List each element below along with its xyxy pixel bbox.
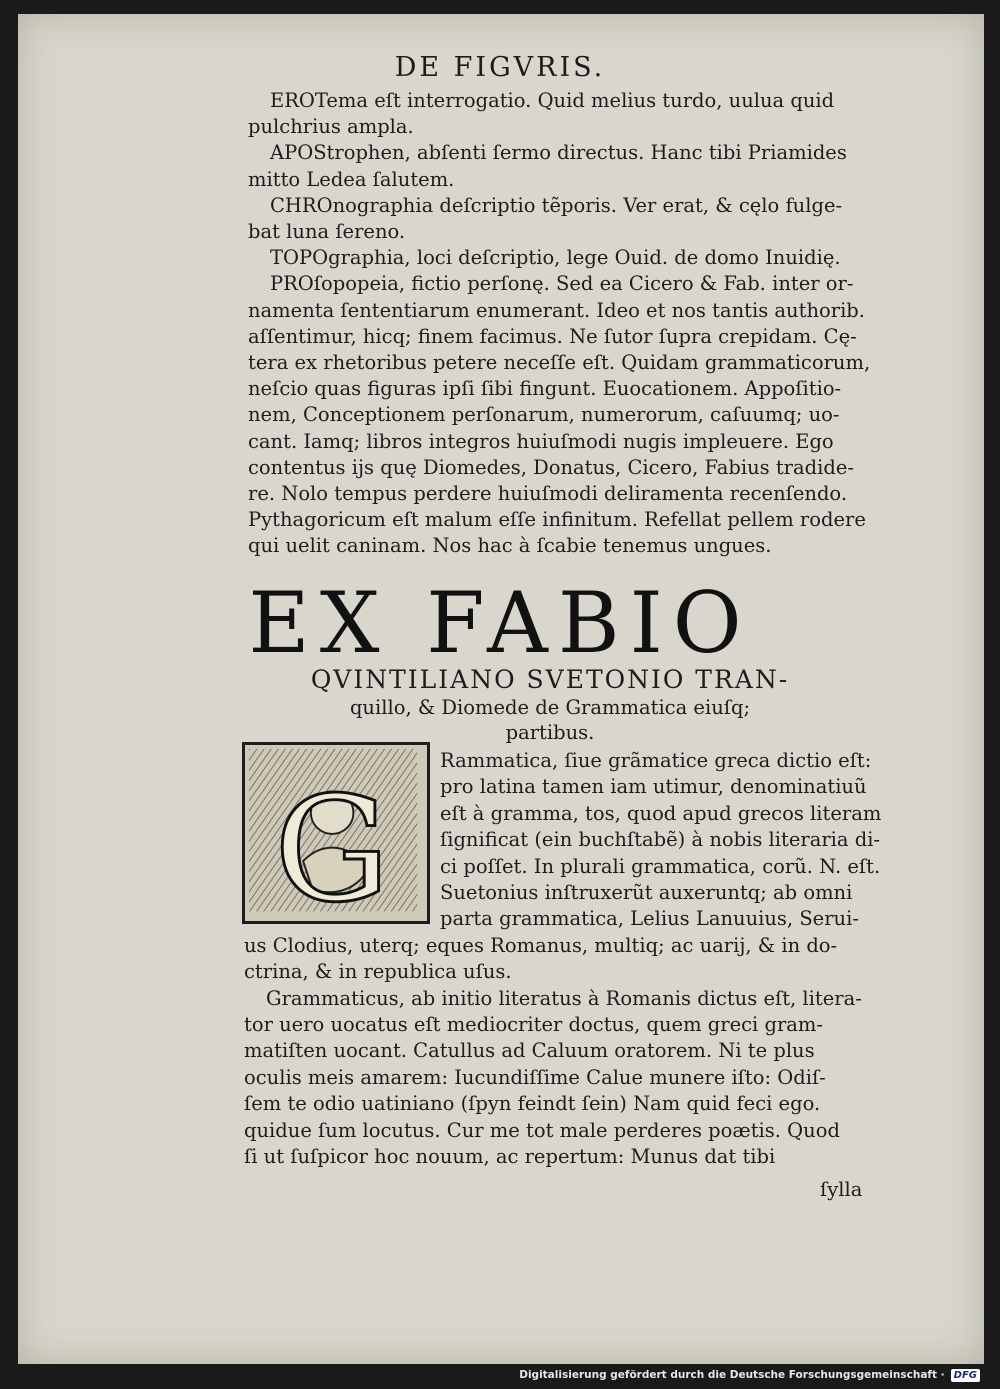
subtitle-line: quillo, & Diomede de Grammatica eiuſq;	[349, 696, 751, 719]
paragraph	[248, 88, 888, 140]
text-line: tor uero uocatus eſt mediocriter doctus, quem greci gram-	[244, 1013, 823, 1037]
text-line: mitto Ledea ſalutem.	[248, 167, 455, 191]
text-line: aſſentimur, hicq; finem facimus. Ne ſutor ſupra crepidam. Cę-	[248, 324, 857, 348]
text-line: oculis meis amarem: Iucundiſſime Calue munere iſto: Odiſ-	[244, 1065, 826, 1089]
text-line: ſignificat (ein buchſtabẽ) à nobis literaria di-	[440, 828, 881, 852]
text-line: qui uelit caninam. Nos hac à ſcabie tenemus ungues.	[248, 534, 772, 558]
text-line: nem, Conceptionem perſonarum, numerorum, caſuumq; uo-	[248, 403, 840, 427]
dfg-logo-icon: DFG	[951, 1369, 980, 1382]
subtitle-line: partibus.	[505, 721, 595, 744]
text-line: ci poſſet. In plurali grammatica, corũ. N. eſt.	[440, 854, 881, 878]
footer-text: Digitalisierung gefördert durch die Deutsche Forschungsgemeinschaft ·	[519, 1369, 945, 1381]
text-line: CHROnographia deſcriptio tẽporis. Ver erat, & cęlo fulge-	[270, 193, 843, 217]
body-text	[244, 748, 894, 1171]
catchword: ſylla	[820, 1178, 863, 1201]
subtitle-caps: QVINTILIANO SVETONIO TRAN-	[310, 665, 790, 694]
text-line: parta grammatica, Lelius Lanuuius, Serui-	[440, 907, 859, 931]
text-line: tera ex rhetoribus petere neceſſe eſt. Quidam grammaticorum,	[248, 351, 871, 375]
text-line: Rammatica, ſiue grãmatice greca dictio eſt:	[440, 749, 872, 772]
text-line: Suetonius inſtruxerũt auxeruntq; ab omni	[440, 881, 853, 905]
text-line: namenta ſententiarum enumerant. Ideo et nos tantis authorib.	[248, 298, 865, 322]
text-line: TOPOgraphia, loci deſcriptio, lege Ouid. de domo Inuidię.	[270, 246, 841, 270]
text-line: ſem te odio uatiniano (ſpyn feindt ſein) Nam quid feci ego.	[244, 1092, 821, 1116]
text-line: pulchrius ampla.	[248, 115, 414, 139]
text-line: neſcio quas figuras ipſi ſibi fingunt. Euocationem. Appoſitio-	[248, 377, 842, 401]
text-line: ctrina, & in republica uſus.	[244, 960, 512, 984]
text-line: re. Nolo tempus perdere huiuſmodi deliramenta recenſendo.	[248, 482, 848, 506]
intro-text	[248, 88, 888, 560]
running-header: DE FIGVRIS.	[394, 52, 606, 83]
svg-text:G: G	[274, 765, 390, 921]
paragraph	[248, 271, 888, 559]
text-line: matiſten uocant. Catullus ad Caluum oratorem. Ni te plus	[244, 1039, 815, 1063]
text-line: PROſopopeia, fictio perſonę. Sed ea Cicero & Fab. inter or-	[270, 272, 854, 296]
section-title: EX FABIO	[248, 574, 752, 672]
paragraph	[248, 245, 888, 271]
text-line: quidue ſum locutus. Cur me tot male perderes poætis. Quod	[244, 1118, 840, 1142]
text-line: Grammaticus, ab initio literatus à Romanis dictus eſt, litera-	[266, 986, 862, 1010]
text-line: cant. Iamq; libros integros huiuſmodi nugis impleuere. Ego	[248, 429, 834, 453]
text-line: APOStrophen, abſenti ſermo directus. Hanc tibi Priamides	[270, 141, 847, 165]
text-line: bat luna ſereno.	[248, 220, 406, 244]
text-line: us Clodius, uterq; eques Romanus, multiq; ac uarij, & in do-	[244, 933, 838, 957]
text-line: eſt à gramma, tos, quod apud grecos literam	[440, 801, 882, 825]
digitization-footer	[519, 1366, 980, 1384]
text-line: Pythagoricum eſt malum eſſe infinitum. Refellat pellem rodere	[248, 508, 866, 532]
paragraph	[248, 140, 888, 192]
section-subtitle	[240, 665, 860, 745]
text-line: pro latina tamen iam utimur, denominatiuũ	[440, 775, 867, 799]
text-line: contentus ijs quę Diomedes, Donatus, Cicero, Fabius tradide-	[248, 455, 854, 479]
text-line: ſi ut ſuſpicor hoc nouum, ac repertum: Munus dat tibi	[244, 1145, 776, 1169]
text-line: EROTema eſt interrogatio. Quid melius turdo, uulua quid	[270, 89, 835, 112]
paragraph	[248, 193, 888, 245]
